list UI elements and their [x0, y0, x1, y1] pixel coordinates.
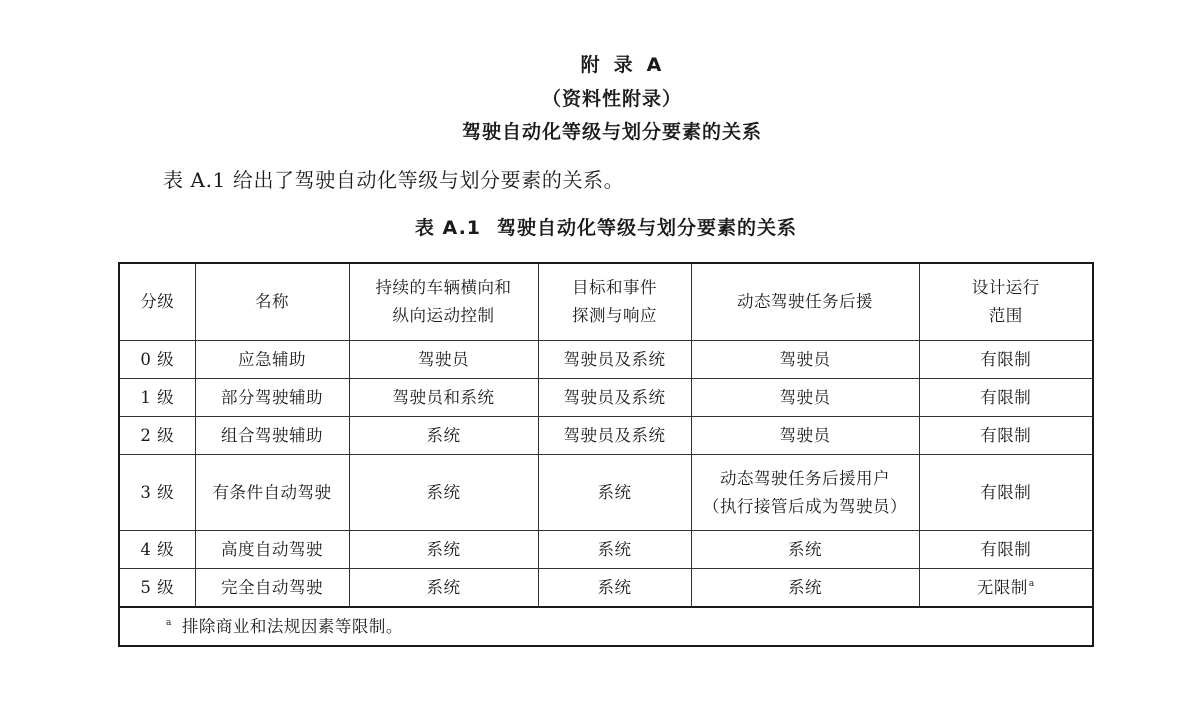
cell-odd: 无限制$^a$	[919, 569, 1093, 608]
cell-oedr: 系统	[538, 569, 691, 608]
cell-odd: 有限制	[919, 417, 1093, 455]
table-row	[119, 417, 1093, 455]
table-row	[119, 531, 1093, 569]
table-row	[119, 379, 1093, 417]
cell-fallback: 系统	[691, 531, 919, 569]
cell-odd: 有限制	[919, 341, 1093, 379]
cell-level: 0 级	[119, 341, 195, 379]
cell-control: 驾驶员和系统	[349, 379, 538, 417]
table-footnote	[119, 607, 1093, 646]
header-odd: 设计运行 范围	[919, 263, 1093, 341]
cell-oedr: 驾驶员及系统	[538, 379, 691, 417]
cell-control: 系统	[349, 417, 538, 455]
appendix-subtitle: （资料性附录）	[541, 88, 682, 110]
cell-control: 系统	[349, 531, 538, 569]
table-caption-number: 表 A.1	[414, 217, 482, 239]
cell-fallback: 驾驶员	[691, 379, 919, 417]
cell-odd: 有限制	[919, 455, 1093, 531]
cell-control: 驾驶员	[349, 341, 538, 379]
cell-odd: 有限制	[919, 531, 1093, 569]
cell-name: 完全自动驾驶	[195, 569, 349, 608]
intro-paragraph: 表 A.1 给出了驾驶自动化等级与划分要素的关系。	[163, 168, 625, 192]
table-row	[119, 455, 1093, 531]
header-name: 名称	[195, 263, 349, 341]
header-oedr: 目标和事件 探测与响应	[538, 263, 691, 341]
cell-oedr: 驾驶员及系统	[538, 417, 691, 455]
appendix-title: 附录A	[580, 54, 676, 76]
header-fallback: 动态驾驶任务后援	[691, 263, 919, 341]
cell-level: 3 级	[119, 455, 195, 531]
cell-name: 组合驾驶辅助	[195, 417, 349, 455]
cell-odd: 有限制	[919, 379, 1093, 417]
header-level: 分级	[119, 263, 195, 341]
table-footnote-row	[119, 607, 1093, 646]
cell-oedr: 驾驶员及系统	[538, 341, 691, 379]
table-caption-title: 驾驶自动化等级与划分要素的关系	[497, 217, 798, 239]
appendix-heading: 驾驶自动化等级与划分要素的关系	[461, 121, 762, 143]
table-header-row	[119, 263, 1093, 341]
cell-name: 高度自动驾驶	[195, 531, 349, 569]
cell-control: 系统	[349, 455, 538, 531]
table-caption	[0, 213, 1200, 240]
footnote-mark: a	[166, 618, 172, 628]
cell-fallback: 系统	[691, 569, 919, 608]
cell-control: 系统	[349, 569, 538, 608]
cell-name: 有条件自动驾驶	[195, 455, 349, 531]
cell-oedr: 系统	[538, 455, 691, 531]
cell-level: 5 级	[119, 569, 195, 608]
footnote-text: 排除商业和法规因素等限制。	[181, 616, 403, 636]
cell-fallback: 驾驶员	[691, 417, 919, 455]
cell-level: 1 级	[119, 379, 195, 417]
footnote-reference: a	[1028, 579, 1035, 589]
table-row	[119, 341, 1093, 379]
cell-fallback: 驾驶员	[691, 341, 919, 379]
cell-level: 4 级	[119, 531, 195, 569]
cell-level: 2 级	[119, 417, 195, 455]
cell-oedr: 系统	[538, 531, 691, 569]
cell-fallback: 动态驾驶任务后援用户 （执行接管后成为驾驶员）	[691, 455, 919, 531]
header-control: 持续的车辆横向和 纵向运动控制	[349, 263, 538, 341]
cell-name: 部分驾驶辅助	[195, 379, 349, 417]
cell-name: 应急辅助	[195, 341, 349, 379]
automation-level-table	[118, 262, 1094, 647]
table-row	[119, 569, 1093, 608]
